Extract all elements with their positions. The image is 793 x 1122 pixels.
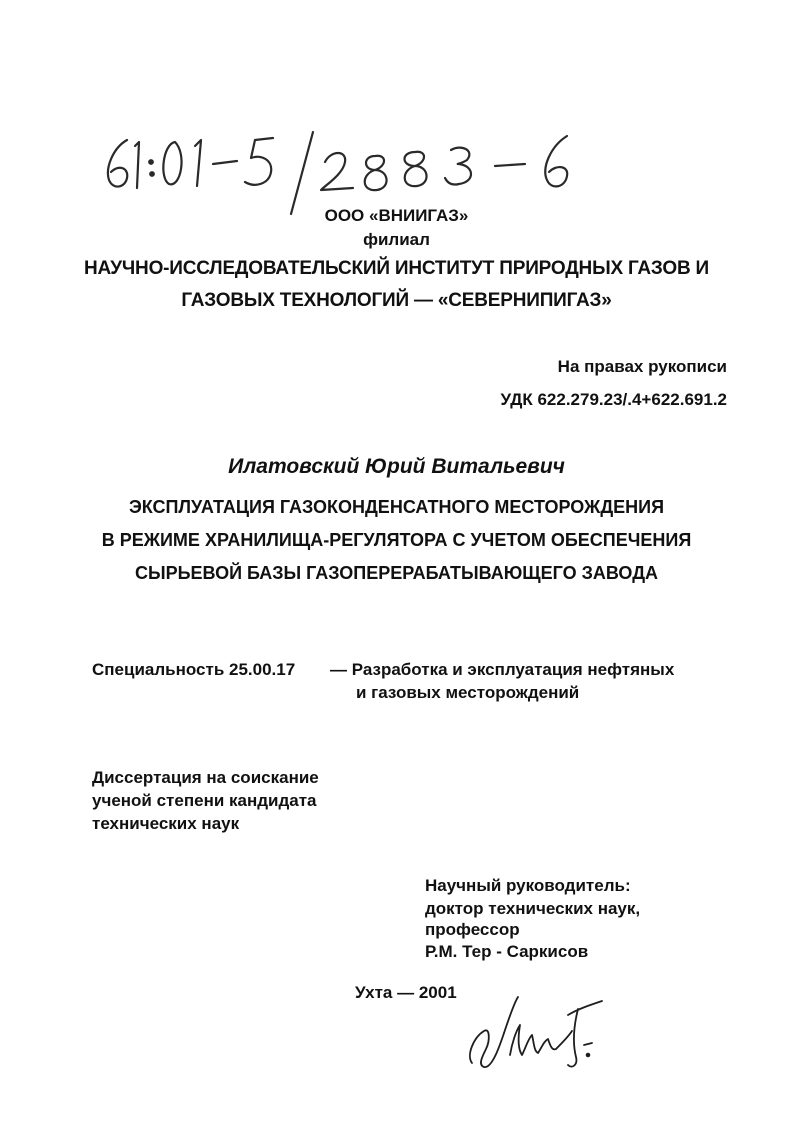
supervisor-title: профессор bbox=[425, 920, 520, 939]
thesis-title-line3: СЫРЬЕВОЙ БАЗЫ ГАЗОПЕРЕРАБАТЫВАЮЩЕГО ЗАВОДА bbox=[134, 563, 659, 583]
specialty-code: Специальность 25.00.17 bbox=[92, 660, 296, 679]
dissertation-note-line3: технических наук bbox=[92, 814, 240, 833]
thesis-title-line1: ЭКСПЛУАТАЦИЯ ГАЗОКОНДЕНСАТНОГО МЕСТОРОЖДЕНИЯ bbox=[128, 497, 665, 517]
institute-name-line2: ГАЗОВЫХ ТЕХНОЛОГИЙ — «СЕВЕРНИПИГАЗ» bbox=[181, 290, 612, 311]
udk-code: УДК 622.279.23/.4+622.691.2 bbox=[500, 390, 727, 409]
specialty-description-line1: — Разработка и эксплуатация нефтяных bbox=[330, 660, 675, 679]
place-and-year: Ухта — 2001 bbox=[355, 983, 457, 1002]
branch-label: филиал bbox=[363, 230, 430, 249]
author-name: Илатовский Юрий Витальевич bbox=[228, 455, 565, 478]
company-name: ООО «ВНИИГАЗ» bbox=[324, 206, 469, 225]
thesis-title-line2: В РЕЖИМЕ ХРАНИЛИЩА-РЕГУЛЯТОРА С УЧЕТОМ ОБЕСПЕЧЕНИЯ bbox=[101, 530, 692, 550]
institute-name-line1: НАУЧНО-ИССЛЕДОВАТЕЛЬСКИЙ ИНСТИТУТ ПРИРОДНЫХ ГАЗОВ И bbox=[83, 258, 710, 279]
handwritten-registration-number bbox=[95, 118, 595, 218]
supervisor-degree: доктор технических наук, bbox=[425, 899, 641, 918]
author-signature bbox=[460, 985, 610, 1075]
dissertation-note-line1: Диссертация на соискание bbox=[92, 768, 319, 787]
dissertation-note-line2: ученой степени кандидата bbox=[92, 791, 317, 810]
manuscript-rights-note: На правах рукописи bbox=[557, 357, 727, 376]
specialty-description-line2: и газовых месторождений bbox=[356, 683, 580, 702]
supervisor-label: Научный руководитель: bbox=[425, 876, 631, 895]
supervisor-name: Р.М. Тер - Саркисов bbox=[425, 942, 589, 961]
